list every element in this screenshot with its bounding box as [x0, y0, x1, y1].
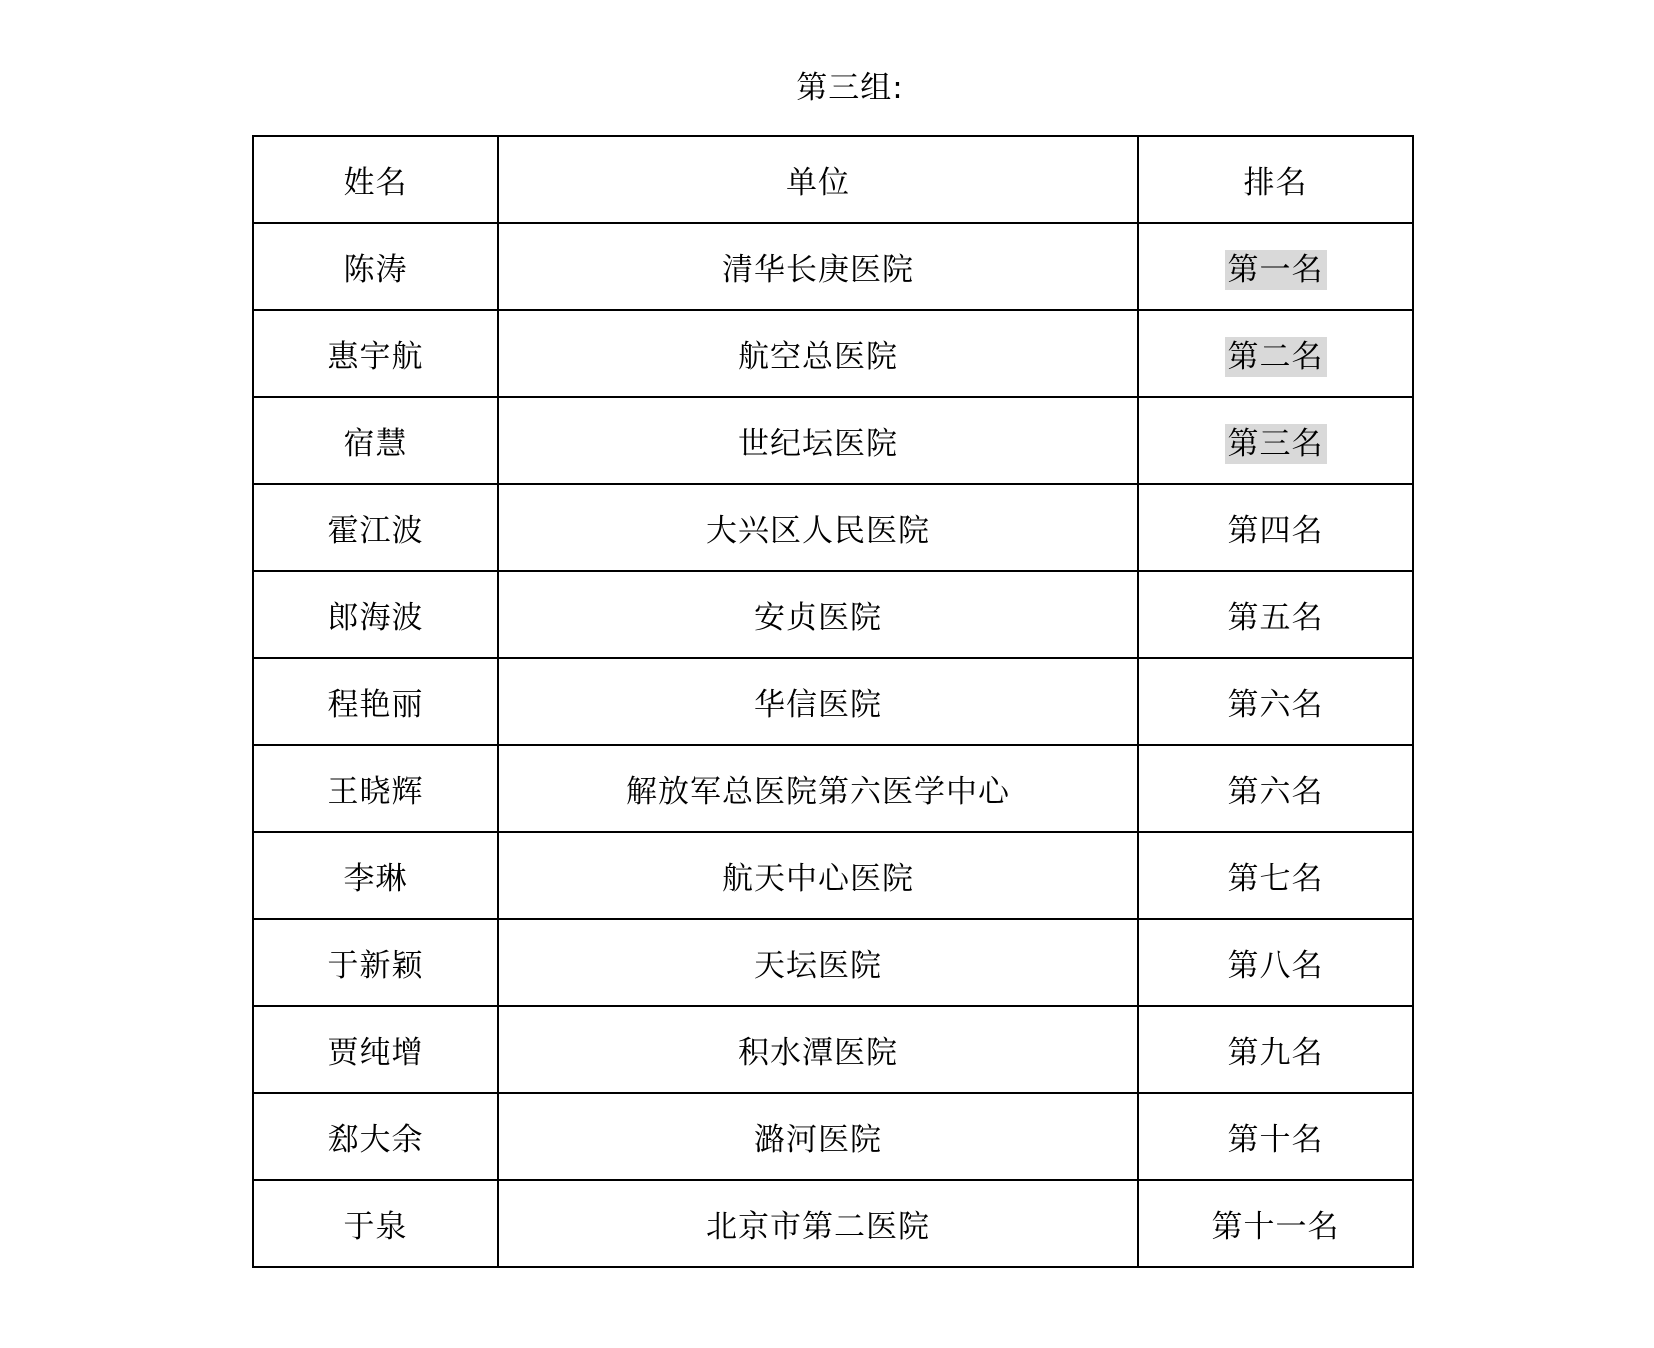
table-row: [253, 310, 1413, 397]
cell-unit: 世纪坛医院: [498, 397, 1138, 484]
table-row: [253, 484, 1413, 571]
cell-unit: 清华长庚医院: [498, 223, 1138, 310]
rank-label: 第四名: [1227, 513, 1324, 549]
cell-unit: 安贞医院: [498, 571, 1138, 658]
rank-label: 第三名: [1225, 424, 1327, 464]
cell-rank: [1138, 484, 1413, 571]
cell-name: 于新颖: [253, 919, 498, 1006]
cell-unit: 华信医院: [498, 658, 1138, 745]
table-row: [253, 919, 1413, 1006]
cell-unit: 航空总医院: [498, 310, 1138, 397]
header-name: 姓名: [253, 136, 498, 223]
table-header-row: [253, 136, 1413, 223]
rank-label: 第五名: [1227, 600, 1324, 636]
cell-name: 惠宇航: [253, 310, 498, 397]
rank-label: 第二名: [1225, 337, 1327, 377]
cell-rank: [1138, 658, 1413, 745]
cell-unit: 解放军总医院第六医学中心: [498, 745, 1138, 832]
table-row: [253, 397, 1413, 484]
cell-rank: [1138, 310, 1413, 397]
cell-rank: [1138, 571, 1413, 658]
table-row: [253, 745, 1413, 832]
rank-label: 第九名: [1227, 1035, 1324, 1071]
table-row: [253, 1093, 1413, 1180]
cell-rank: [1138, 919, 1413, 1006]
cell-name: 郄大余: [253, 1093, 498, 1180]
cell-name: 李琳: [253, 832, 498, 919]
cell-rank: [1138, 1093, 1413, 1180]
cell-name: 霍江波: [253, 484, 498, 571]
table-row: [253, 571, 1413, 658]
rank-label: 第六名: [1227, 687, 1324, 723]
rank-label: 第一名: [1225, 250, 1327, 290]
cell-unit: 大兴区人民医院: [498, 484, 1138, 571]
cell-unit: 积水潭医院: [498, 1006, 1138, 1093]
cell-unit: 潞河医院: [498, 1093, 1138, 1180]
rank-label: 第十一名: [1211, 1209, 1340, 1245]
cell-name: 程艳丽: [253, 658, 498, 745]
cell-unit: 北京市第二医院: [498, 1180, 1138, 1267]
cell-rank: [1138, 1180, 1413, 1267]
cell-name: 于泉: [253, 1180, 498, 1267]
table-row: [253, 1006, 1413, 1093]
cell-name: 王晓辉: [253, 745, 498, 832]
cell-unit: 天坛医院: [498, 919, 1138, 1006]
cell-name: 陈涛: [253, 223, 498, 310]
header-rank: 排名: [1138, 136, 1413, 223]
table-row: [253, 1180, 1413, 1267]
cell-rank: [1138, 745, 1413, 832]
cell-rank: [1138, 397, 1413, 484]
header-unit: 单位: [498, 136, 1138, 223]
cell-rank: [1138, 832, 1413, 919]
ranking-table: [252, 135, 1414, 1268]
cell-rank: [1138, 1006, 1413, 1093]
rank-label: 第六名: [1227, 774, 1324, 810]
cell-name: 贾纯增: [253, 1006, 498, 1093]
group-title: 第三组:: [796, 70, 904, 106]
rank-label: 第八名: [1227, 948, 1324, 984]
rank-label: 第十名: [1227, 1122, 1324, 1158]
table-row: [253, 223, 1413, 310]
table-body: [253, 223, 1413, 1267]
cell-unit: 航天中心医院: [498, 832, 1138, 919]
cell-name: 宿慧: [253, 397, 498, 484]
cell-rank: [1138, 223, 1413, 310]
table-row: [253, 658, 1413, 745]
cell-name: 郎海波: [253, 571, 498, 658]
rank-label: 第七名: [1227, 861, 1324, 897]
table-row: [253, 832, 1413, 919]
